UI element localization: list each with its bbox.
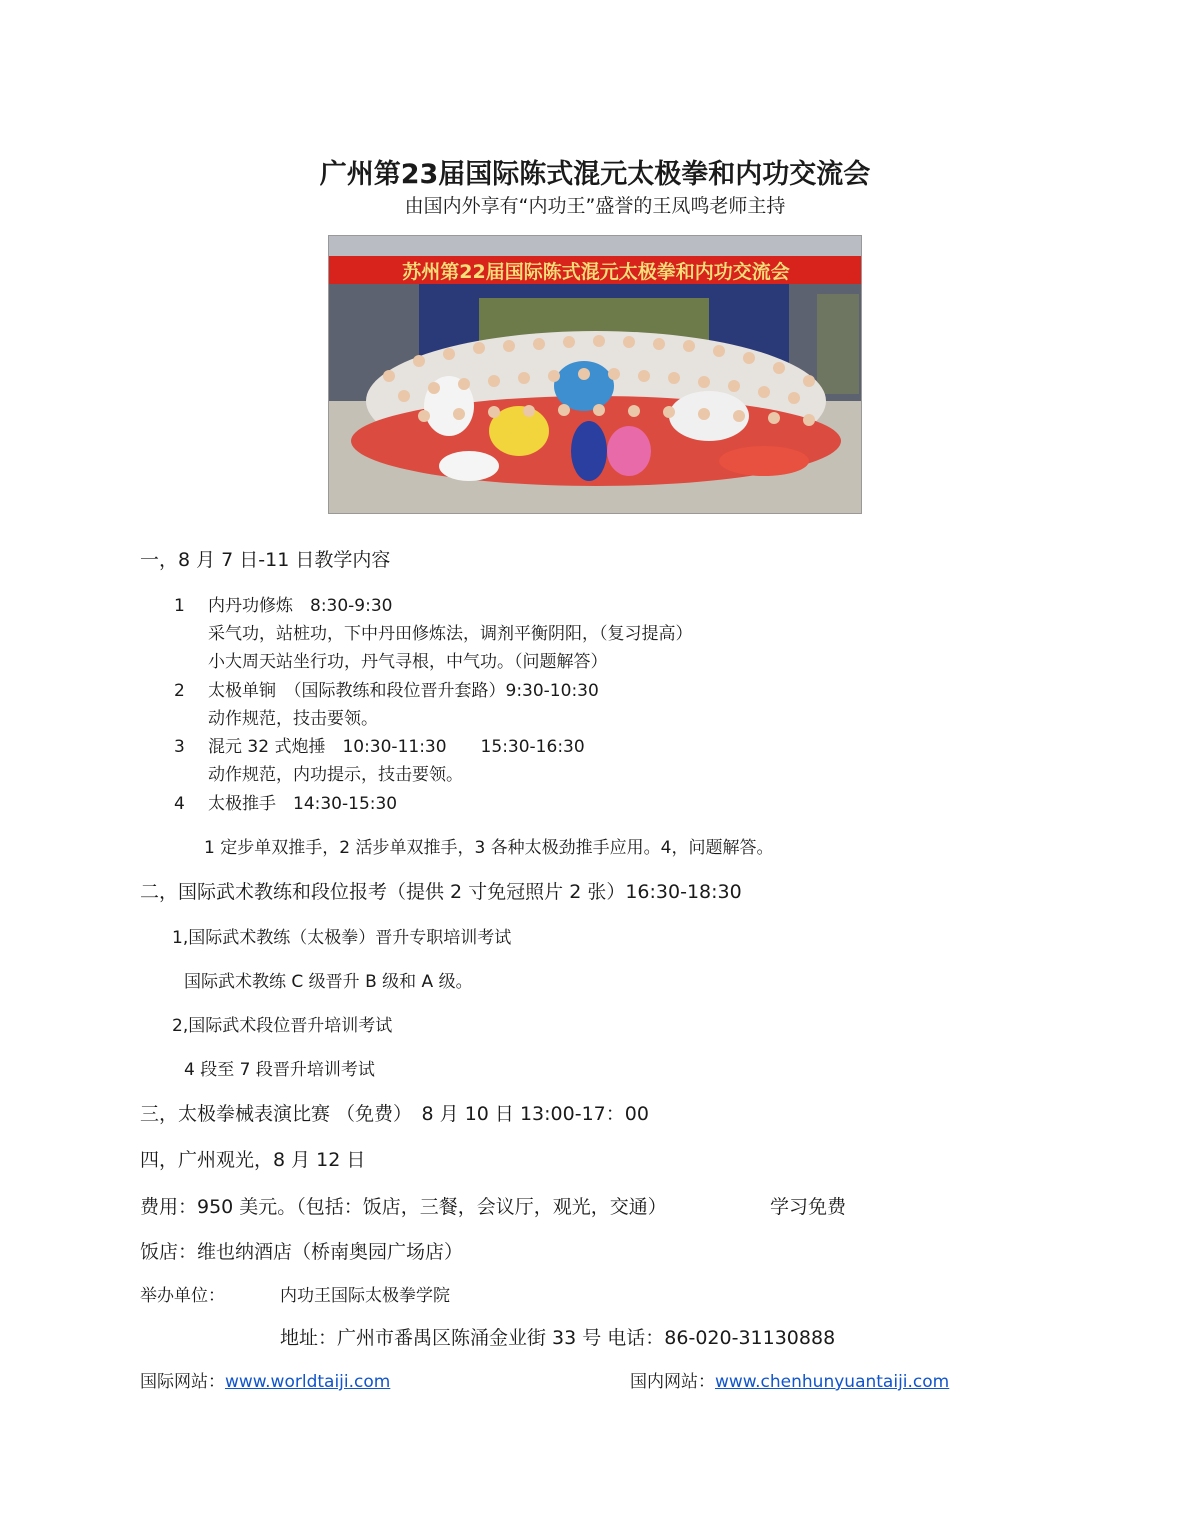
list-item-detail: 动作规范，内功提示，技击要领。 — [208, 765, 463, 785]
intl-website — [140, 1367, 390, 1392]
intl-website-label: 国际网站： — [140, 1372, 225, 1392]
list-item-detail: 动作规范，技击要领。 — [208, 709, 378, 729]
page-subtitle: 由国内外享有“内功王”盛誉的王凤鸣老师主持 — [404, 195, 786, 217]
hotel-text: 饭店：维也纳酒店（桥南奥园广场店） — [140, 1241, 464, 1263]
section-4-heading: 四，广州观光，8 月 12 日 — [140, 1149, 366, 1171]
list-item-detail: 小大周天站坐行功，丹气寻根，中气功。（问题解答） — [208, 652, 608, 672]
page-title: 广州第23届国际陈式混元太极拳和内功交流会 — [319, 159, 871, 190]
list-item: 3 混元 32 式炮捶 10:30-11:30 15:30-16:30 — [174, 737, 585, 757]
duan-exam-detail: 4 段至 7 段晋升培训考试 — [184, 1060, 375, 1080]
list-item: 2 太极单锏 （国际教练和段位晋升套路）9:30-10:30 — [174, 681, 599, 701]
organizer-address: 地址：广州市番禺区陈涌金业街 33 号 电话：86-020-31130888 — [280, 1327, 836, 1349]
banner-text: 苏州第22届国际陈式混元太极拳和内功交流会 — [402, 261, 790, 283]
group-photo — [328, 235, 862, 514]
section-3-heading: 三，太极拳械表演比赛 （免费） 8 月 10 日 13:00-17：00 — [140, 1103, 649, 1125]
section-1-heading: 一，8 月 7 日-11 日教学内容 — [140, 549, 391, 571]
list-item: 4 太极推手 14:30-15:30 — [174, 794, 398, 814]
duan-exam-title: 2,国际武术段位晋升培训考试 — [172, 1016, 393, 1036]
domestic-website — [630, 1367, 949, 1392]
coach-exam-detail: 国际武术教练 C 级晋升 B 级和 A 级。 — [184, 972, 473, 992]
coach-exam-title: 1,国际武术教练（太极拳）晋升专职培训考试 — [172, 928, 512, 948]
list-item-detail: 采气功，站桩功，下中丹田修炼法，调剂平衡阴阳，（复习提高） — [208, 624, 693, 644]
fee-free-note: 学习免费 — [770, 1196, 847, 1218]
push-hands-detail: 1 定步单双推手，2 活步单双推手，3 各种太极劲推手应用。4，问题解答。 — [204, 838, 774, 858]
organizer-label: 举办单位： — [140, 1286, 225, 1306]
section-2-heading: 二，国际武术教练和段位报考（提供 2 寸免冠照片 2 张）16:30-18:30 — [140, 881, 742, 903]
list-item: 1 内丹功修炼 8:30-9:30 — [174, 596, 393, 616]
domestic-website-label: 国内网站： — [630, 1372, 715, 1392]
organizer-name: 内功王国际太极拳学院 — [280, 1286, 450, 1306]
intl-website-link[interactable]: www.worldtaiji.com — [225, 1372, 391, 1392]
domestic-website-link[interactable]: www.chenhunyuantaiji.com — [715, 1372, 950, 1392]
fee-text: 费用：950 美元。（包括：饭店，三餐，会议厅，观光，交通） — [140, 1196, 667, 1218]
